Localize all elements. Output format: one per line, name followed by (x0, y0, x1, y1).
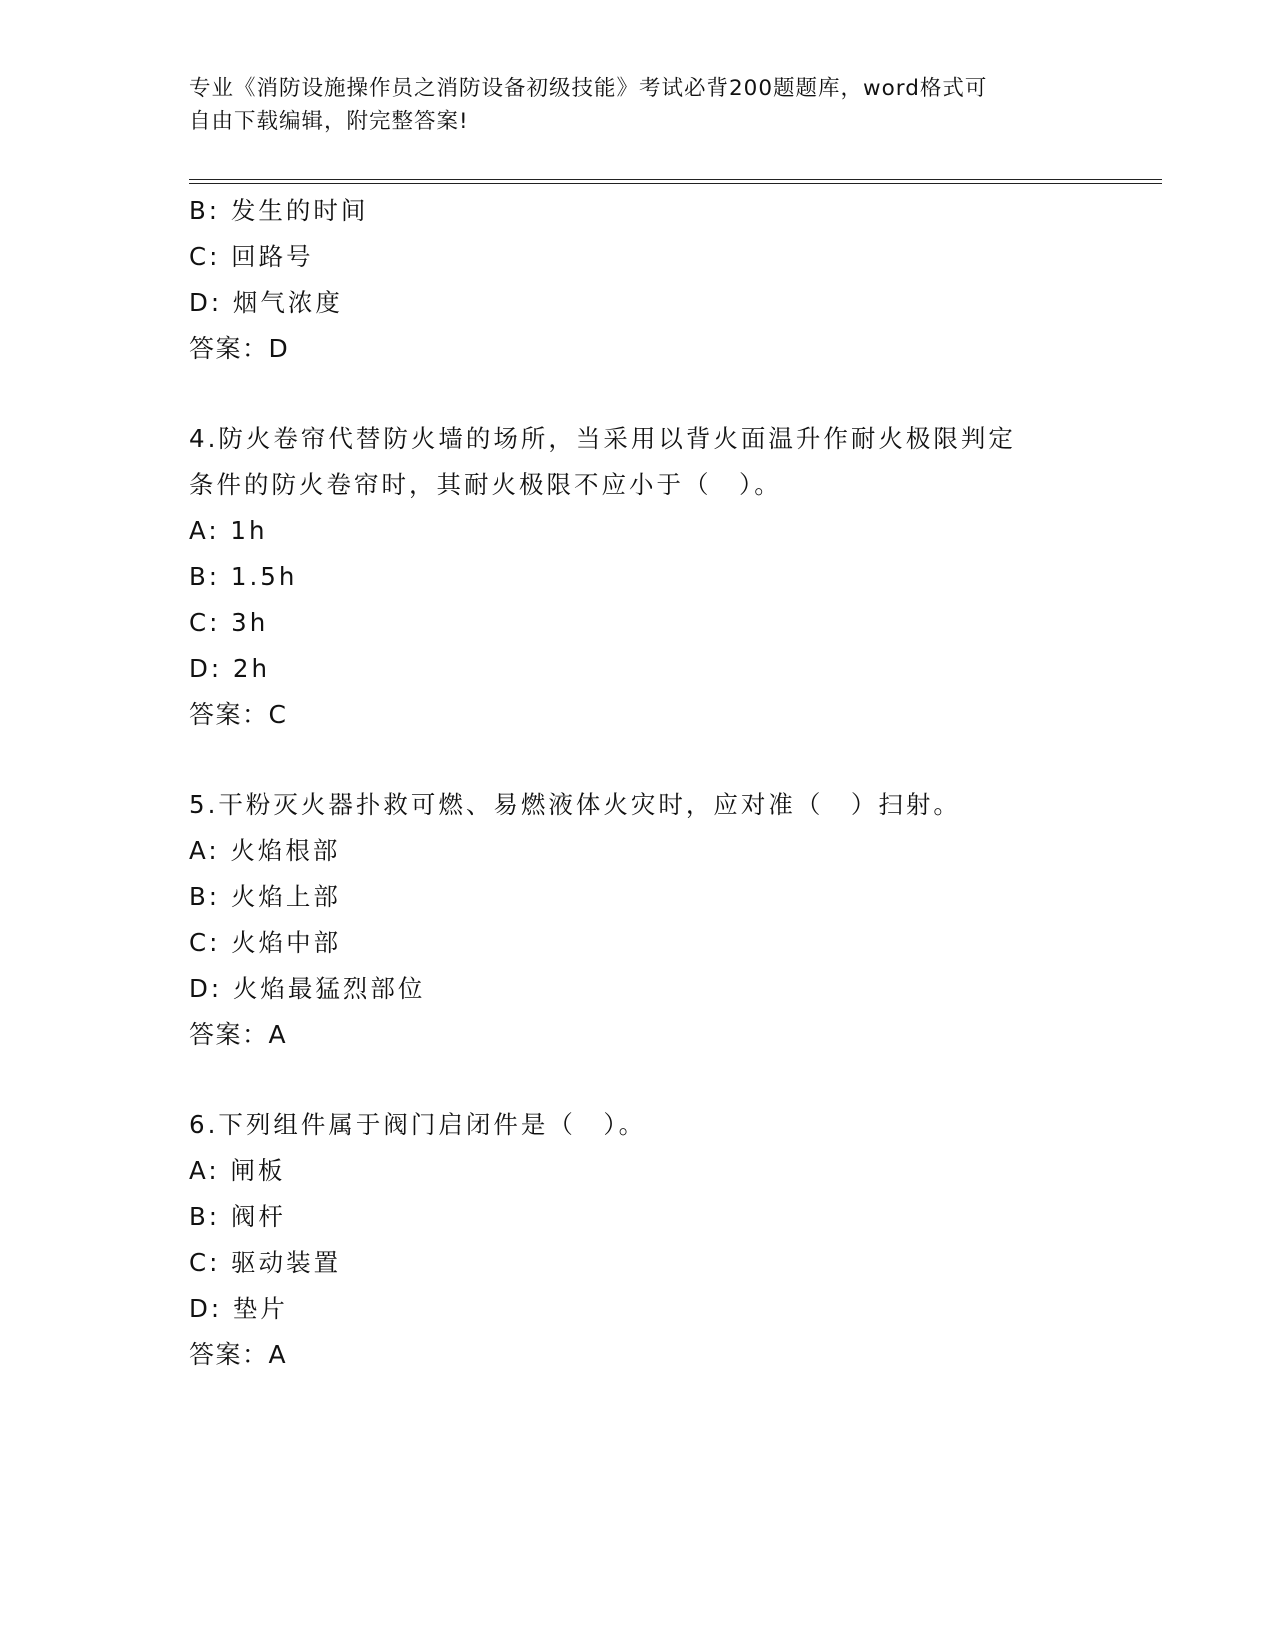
option-b: B: 阀杆 (189, 1202, 286, 1231)
answer-line: 答案：C (189, 700, 288, 729)
header-divider-bottom (189, 183, 1162, 184)
question-content (189, 188, 1089, 1378)
option-d: D: 烟气浓度 (189, 288, 343, 317)
option-d: D: 2h (189, 654, 271, 683)
question-stem-line-2: 条件的防火卷帘时，其耐火极限不应小于（ ）。 (189, 470, 782, 499)
question-3-continuation (189, 188, 1089, 372)
option-b: B: 发生的时间 (189, 196, 369, 225)
option-d: D: 火焰最猛烈部位 (189, 974, 426, 1003)
option-c: C: 3h (189, 608, 269, 637)
option-a: A: 火焰根部 (189, 836, 341, 865)
header-divider-top (189, 179, 1162, 180)
answer-line: 答案：D (189, 334, 290, 363)
option-c: C: 驱动装置 (189, 1248, 342, 1277)
question-stem-line-1: 5.干粉灭火器扑救可燃、易燃液体火灾时，应对准（ ）扫射。 (189, 790, 961, 819)
question-4 (189, 416, 1089, 738)
option-c: C: 回路号 (189, 242, 314, 271)
question-5 (189, 782, 1089, 1058)
answer-line: 答案：A (189, 1340, 288, 1369)
option-a: A: 闸板 (189, 1156, 286, 1185)
document-header (189, 72, 1089, 138)
header-line-1: 专业《消防设施操作员之消防设备初级技能》考试必背200题题库，word格式可 (189, 76, 988, 101)
question-6 (189, 1102, 1089, 1378)
option-c: C: 火焰中部 (189, 928, 342, 957)
header-line-2: 自由下载编辑，附完整答案! (189, 109, 469, 134)
option-d: D: 垫片 (189, 1294, 288, 1323)
option-b: B: 1.5h (189, 562, 298, 591)
question-stem-line-1: 4.防火卷帘代替防火墙的场所，当采用以背火面温升作耐火极限判定 (189, 424, 1016, 453)
option-a: A: 1h (189, 516, 268, 545)
option-b: B: 火焰上部 (189, 882, 341, 911)
answer-line: 答案：A (189, 1020, 288, 1049)
question-stem-line-1: 6.下列组件属于阀门启闭件是（ ）。 (189, 1110, 647, 1139)
